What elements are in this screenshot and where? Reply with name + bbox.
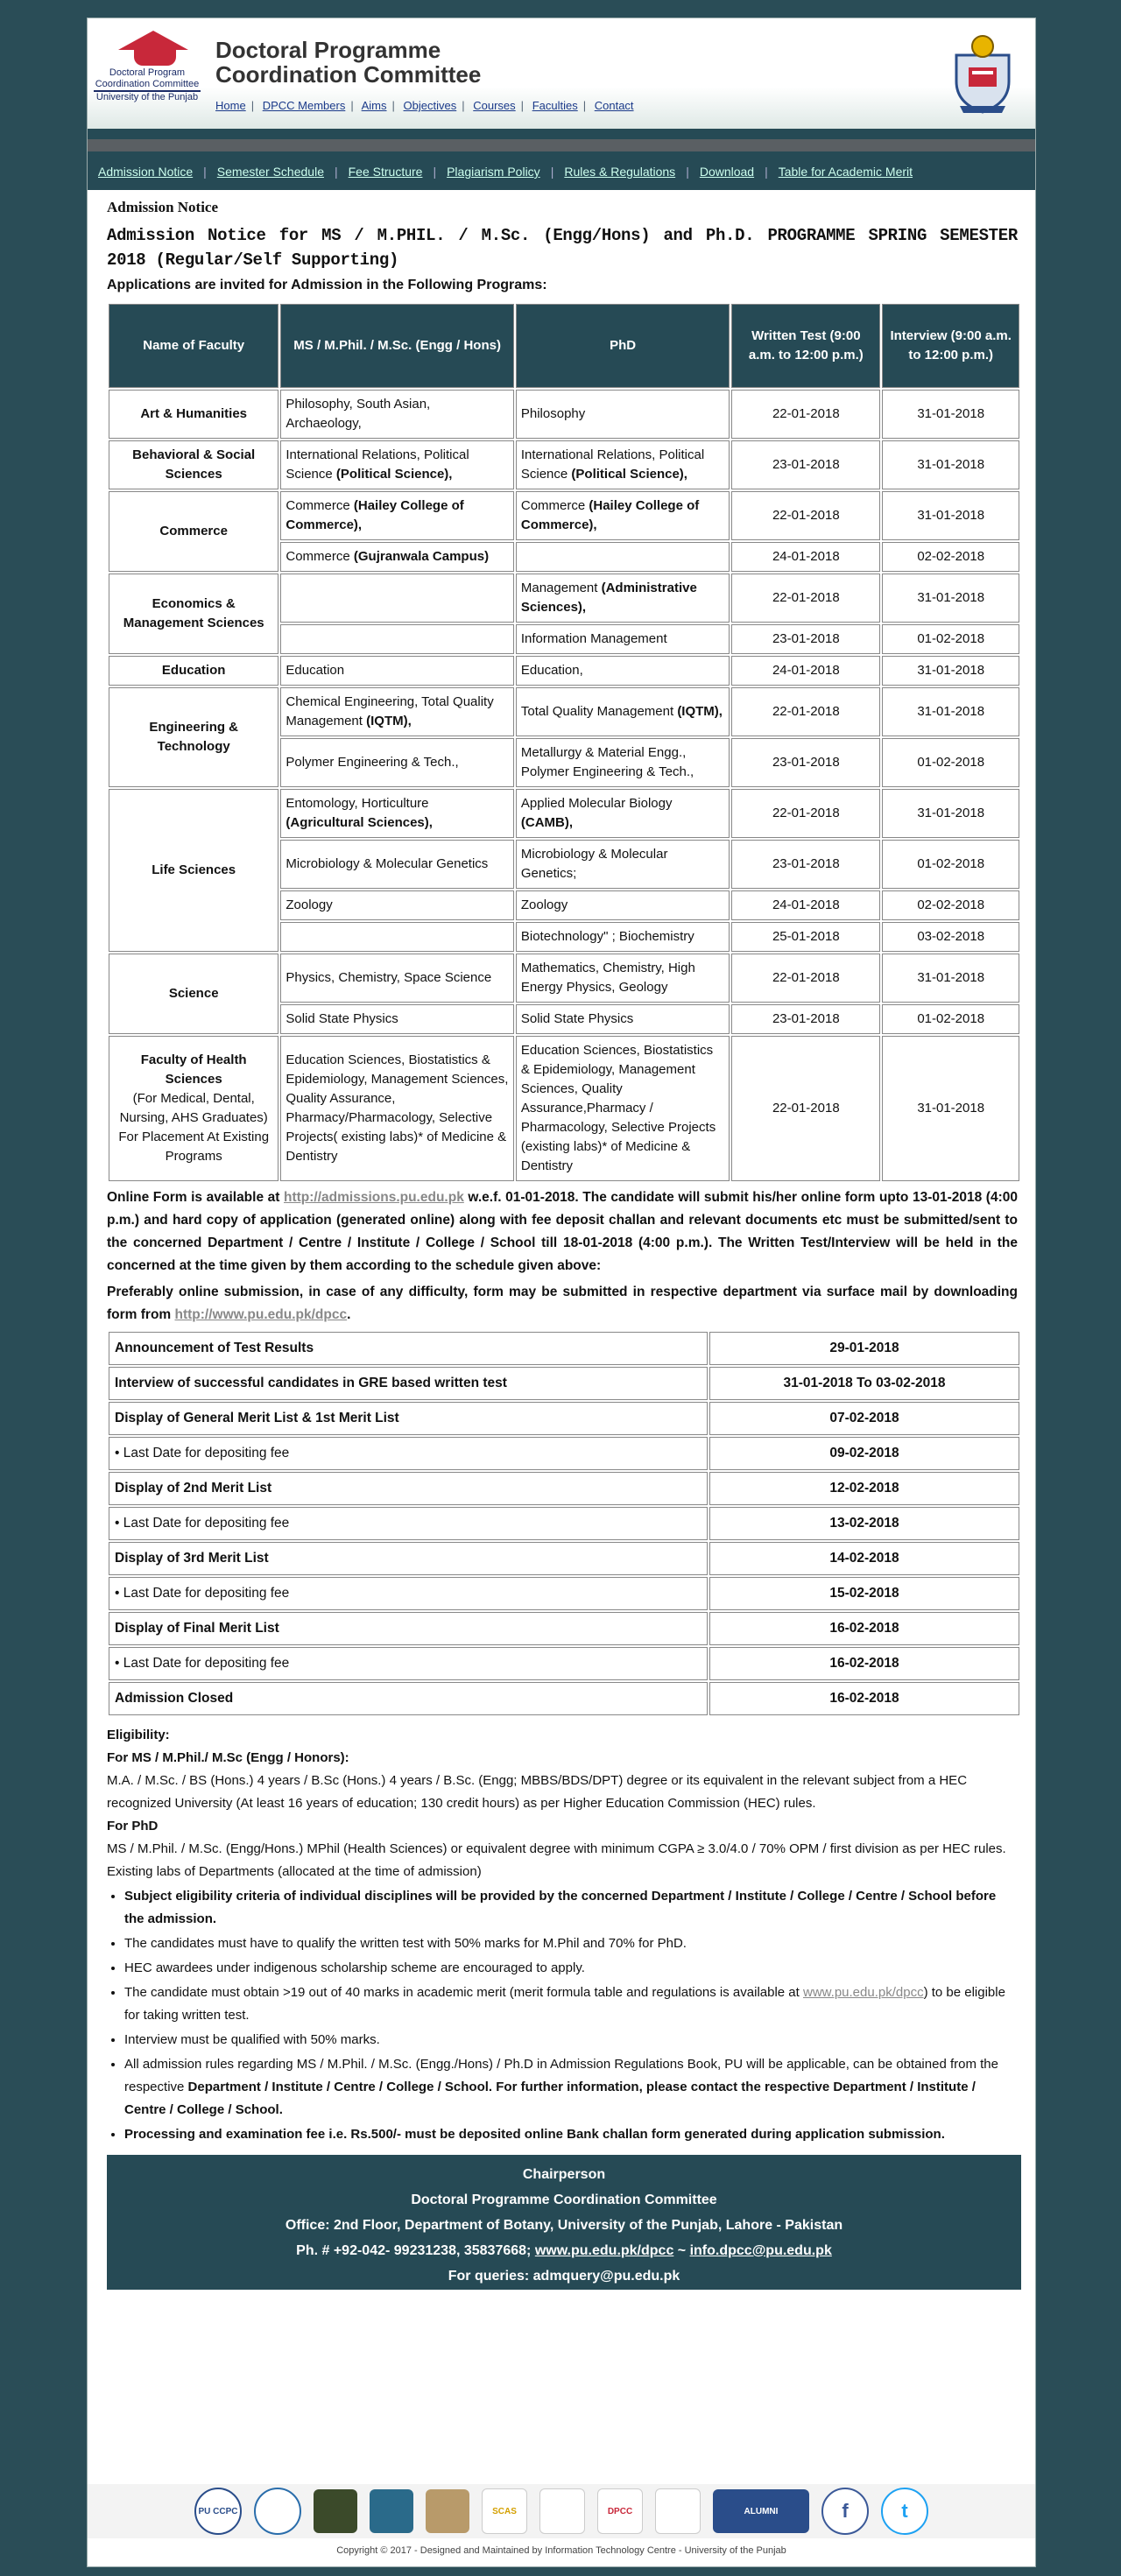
interview-cell: 31-01-2018 — [882, 954, 1019, 1003]
logo-text — [94, 67, 201, 103]
ms-cell — [280, 491, 514, 540]
admissions-link[interactable]: http://admissions.pu.edu.pk — [284, 1190, 464, 1205]
contact-committee: Doctoral Programme Coordination Committee — [411, 2192, 717, 2207]
subnav-item-download[interactable] — [700, 165, 754, 179]
phd-bold: (CAMB), — [520, 815, 574, 830]
nav-aims[interactable]: Aims — [361, 99, 387, 112]
interview-cell: 01-02-2018 — [882, 840, 1019, 889]
list-text: ) to be eligible for taking written test. — [124, 1985, 1005, 2023]
ms-cell: Solid State Physics — [280, 1004, 514, 1034]
table-row — [109, 440, 1019, 489]
schedule-date: 31-01-2018 To 03-02-2018 — [709, 1367, 1019, 1400]
phd-text: International Relations, Political Science — [520, 447, 705, 482]
interview-cell: 01-02-2018 — [882, 738, 1019, 787]
list-item: • Interview must be qualified with 50% marks. — [124, 2029, 1018, 2052]
table-row — [109, 789, 1019, 838]
interview-cell: 31-01-2018 — [882, 440, 1019, 489]
schedule-label: Interview of successful candidates in GRE based written test — [109, 1367, 708, 1400]
twitter-icon[interactable]: t — [881, 2488, 928, 2535]
schedule-date: 13-02-2018 — [709, 1507, 1019, 1540]
dpcc-website-link[interactable]: www.pu.edu.pk/dpcc — [534, 2243, 674, 2258]
phd-cell: Zoology — [516, 890, 730, 920]
col-interview: Interview (9:00 a.m. to 12:00 p.m.) — [882, 304, 1019, 388]
contact-address: Office: 2nd Floor, Department of Botany, University of the Punjab, Lahore - Pakistan — [285, 2218, 843, 2233]
ms-eligibility-text: M.A. / M.Sc. / BS (Hons.) 4 years / B.Sc (Hons.) 4 years / B.Sc. (Engg; MBBS/BDS/DPT) degree or its equivalent in the relevant subject from a HEC recognized University (At least 16 years of education; 130 credit hours) as per Higher Education Commission (HEC) rules. — [107, 1773, 968, 1811]
schedule-label: Admission Closed — [109, 1682, 708, 1715]
logo-line-3: University of the Punjab — [94, 90, 201, 103]
list-item: • Subject eligibility criteria of individual disciplines will be provided by the concerned Department / Institute / College / Centre / School before the admission. — [124, 1885, 1018, 1931]
subnav-item-admission-notice[interactable] — [98, 165, 193, 179]
contact-phone — [107, 2238, 1021, 2263]
phd-text: Management — [520, 581, 602, 595]
written-test-cell: 23-01-2018 — [731, 624, 880, 654]
schedule-date: 16-02-2018 — [709, 1682, 1019, 1715]
nav-separator: | — [686, 165, 689, 179]
subnav-item-plagiarism-policy[interactable] — [447, 165, 540, 179]
mail-text: Preferably online submission, in case of any difficulty, form may be submitted in respective department via surface mail by downloading form from — [107, 1284, 1018, 1322]
nav-separator: | — [350, 99, 354, 112]
schedule-label: Display of Final Merit List — [109, 1612, 708, 1645]
phd-cell — [516, 491, 730, 540]
phd-text: Applied Molecular Biology — [520, 796, 673, 811]
interview-cell: 02-02-2018 — [882, 542, 1019, 572]
faculty-cell: Life Sciences — [109, 789, 278, 952]
phd-text: Total Quality Management — [520, 704, 678, 719]
crest-logo-icon[interactable] — [655, 2488, 701, 2534]
written-test-cell: 24-01-2018 — [731, 542, 880, 572]
phd-text: Commerce — [520, 498, 589, 513]
logo-line-1: Doctoral Program — [109, 67, 186, 78]
nav-separator: | — [250, 99, 255, 112]
phd-cell: Biotechnology" ; Biochemistry — [516, 922, 730, 952]
phd-eligibility-text: MS / M.Phil. / M.Sc. (Engg/Hons.) MPhil (Health Sciences) or equivalent degree with minimum CGPA ≥ 3.0/4.0 / 70% OPM / first division as per HEC rules. — [107, 1841, 1006, 1856]
schedule-date: 29-01-2018 — [709, 1332, 1019, 1365]
phd-cell: Philosophy — [516, 390, 730, 439]
schedule-row — [109, 1437, 1019, 1470]
mortarboard-base — [134, 48, 176, 66]
phd-eligibility-heading: For PhD — [107, 1819, 159, 1833]
interview-cell: 31-01-2018 — [882, 687, 1019, 736]
ms-cell — [280, 687, 514, 736]
page-heading: Admission Notice — [107, 199, 219, 215]
nav-separator: | — [334, 165, 338, 179]
sub-nav — [88, 151, 1035, 190]
written-test-cell: 22-01-2018 — [731, 574, 880, 623]
written-test-cell: 24-01-2018 — [731, 656, 880, 686]
site-title-line-1: Doctoral Programme — [215, 37, 441, 63]
contact-queries: For queries: admquery@pu.edu.pk — [448, 2269, 680, 2284]
nav-objectives[interactable]: Objectives — [403, 99, 457, 112]
col-faculty: Name of Faculty — [109, 304, 278, 388]
phone-text: ~ — [673, 2243, 690, 2258]
interview-cell: 31-01-2018 — [882, 789, 1019, 838]
interview-cell: 03-02-2018 — [882, 922, 1019, 952]
subnav-item-rules[interactable] — [564, 165, 675, 179]
schedule-label: Display of 2nd Merit List — [109, 1472, 708, 1505]
nav-courses[interactable]: Courses — [473, 99, 516, 112]
header-band — [88, 129, 1035, 139]
schedule-row — [109, 1682, 1019, 1715]
written-test-cell: 22-01-2018 — [731, 789, 880, 838]
phd-bold: (Administrative Sciences), — [520, 581, 697, 615]
ms-cell: Physics, Chemistry, Space Science — [280, 954, 514, 1003]
nav-separator: | — [462, 99, 465, 112]
ms-text: International Relations, Political Science — [286, 447, 469, 482]
online-form-paragraph — [107, 1186, 1018, 1277]
schedule-row — [109, 1332, 1019, 1365]
written-test-cell: 23-01-2018 — [731, 738, 880, 787]
ms-cell: Education Sciences, Biostatistics & Epidemiology, Management Sciences, Quality Assurance, Pharmacy/Pharmacology, Selective Projects( existing labs)* of Medicine & Dentistry — [280, 1036, 514, 1181]
merit-table-link[interactable]: www.pu.edu.pk/dpcc — [802, 1985, 924, 2000]
interview-cell: 01-02-2018 — [882, 624, 1019, 654]
site-header — [88, 18, 1035, 129]
list-bold: Department / Institute / Centre / College / School. For further information, please contact the respective Department / Institute / Centre / College / School. — [124, 2080, 976, 2117]
faculty-cell: Commerce — [109, 491, 278, 572]
ms-cell — [280, 574, 514, 623]
ms-text: Commerce — [286, 498, 354, 513]
online-text: Online Form is available at — [107, 1190, 284, 1205]
interview-cell: 31-01-2018 — [882, 491, 1019, 540]
mortarboard-icon — [118, 31, 188, 50]
table-row — [109, 574, 1019, 623]
written-test-cell: 25-01-2018 — [731, 922, 880, 952]
table-row — [109, 954, 1019, 1003]
subnav-link[interactable]: Semester Schedule — [216, 165, 324, 179]
schedule-label: • Last Date for depositing fee — [109, 1577, 708, 1610]
ms-cell — [280, 922, 514, 952]
written-test-cell: 22-01-2018 — [731, 390, 880, 439]
phd-cell — [516, 440, 730, 489]
list-text: The candidate must obtain >19 out of 40 marks in academic merit (merit formula table and regulations is available at — [124, 1985, 803, 2000]
dpcc-logo[interactable] — [94, 22, 201, 123]
subnav-link[interactable]: Plagiarism Policy — [447, 165, 540, 179]
faculty-note: (For Medical, Dental, Nursing, AHS Graduates) For Placement At Existing Programs — [118, 1091, 270, 1164]
phd-cell: Education Sciences, Biostatistics & Epidemiology, Management Sciences, Quality Assurance,Pharmacy / Pharmacology, Selective Projects (existing labs)* of Medicine & Dentistry — [516, 1036, 730, 1181]
written-test-cell: 22-01-2018 — [731, 1036, 880, 1181]
dpcc-footer-logo[interactable]: DPCC — [597, 2488, 643, 2534]
subnav-item-semester-schedule[interactable] — [217, 165, 324, 179]
faculty-name: Faculty of Health Sciences — [140, 1052, 247, 1087]
table-row — [109, 491, 1019, 540]
faculty-cell: Art & Humanities — [109, 390, 278, 439]
written-test-cell: 23-01-2018 — [731, 840, 880, 889]
ms-cell: Philosophy, South Asian, Archaeology, — [280, 390, 514, 439]
building-logo-icon[interactable] — [314, 2489, 357, 2533]
subnav-item-fee-structure[interactable] — [349, 165, 423, 179]
notice-title: Admission Notice for MS / M.PHIL. / M.Sc. (Engg/Hons) and Ph.D. PROGRAMME SPRING SEMESTER 2018 (Regular/Self Supporting) — [107, 226, 1018, 270]
interview-cell: 31-01-2018 — [882, 1036, 1019, 1181]
phd-cell — [516, 574, 730, 623]
heritage-logo-icon[interactable] — [426, 2489, 469, 2533]
list-item: • Processing and examination fee i.e. Rs.500/- must be deposited online Bank challan form generated during application submission. — [124, 2123, 1018, 2146]
nav-separator: | — [391, 99, 395, 112]
faculty-cell: Education — [109, 656, 278, 686]
nav-separator: | — [520, 99, 525, 112]
copyright: Copyright © 2017 - Designed and Maintained by Information Technology Centre - University of the Punjab — [336, 2545, 786, 2556]
programs-table — [107, 302, 1021, 1183]
schedule-date: 16-02-2018 — [709, 1647, 1019, 1680]
written-test-cell: 22-01-2018 — [731, 491, 880, 540]
faculty-cell: Behavioral & Social Sciences — [109, 440, 278, 489]
schedule-label: Announcement of Test Results — [109, 1332, 708, 1365]
interview-cell: 31-01-2018 — [882, 574, 1019, 623]
ms-eligibility-heading: For MS / M.Phil./ M.Sc (Engg / Honors): — [107, 1750, 349, 1765]
subnav-link[interactable]: Fee Structure — [348, 165, 423, 179]
list-item: • HEC awardees under indigenous scholarship scheme are encouraged to apply. — [124, 1957, 1018, 1980]
eligibility-list — [107, 1885, 1018, 2146]
partner-logos — [88, 2484, 1035, 2538]
ms-cell: Microbiology & Molecular Genetics — [280, 840, 514, 889]
schedule-label: • Last Date for depositing fee — [109, 1647, 708, 1680]
nav-separator: | — [582, 99, 587, 112]
phd-bold: (IQTM), — [677, 704, 723, 719]
phd-cell: Information Management — [516, 624, 730, 654]
alumni-logo[interactable]: ALUMNI — [713, 2489, 809, 2533]
phd-cell: Metallurgy & Material Engg., Polymer Engineering & Tech., — [516, 738, 730, 787]
table-row — [109, 390, 1019, 439]
ms-cell — [280, 440, 514, 489]
research-logo-icon[interactable] — [370, 2489, 413, 2533]
dpcc-download-link[interactable]: http://www.pu.edu.pk/dpcc — [174, 1307, 348, 1322]
list-text: All admission rules regarding MS / M.Phil. / M.Sc. (Engg./Hons) / Ph.D in Admission Regulations Book, PU will be applicable, can be obtained from the respective — [124, 2057, 998, 2094]
ms-cell: Education — [280, 656, 514, 686]
nav-separator: | — [765, 165, 768, 179]
schedule-table — [107, 1330, 1021, 1717]
schedule-label: • Last Date for depositing fee — [109, 1437, 708, 1470]
phd-cell: Solid State Physics — [516, 1004, 730, 1034]
schedule-row — [109, 1612, 1019, 1645]
faculty-cell: Science — [109, 954, 278, 1034]
header-divider — [88, 139, 1035, 151]
ms-text: Commerce — [286, 549, 354, 564]
ms-text: Entomology, Horticulture — [286, 796, 429, 811]
ppl-logo-icon[interactable] — [539, 2488, 585, 2534]
main-content — [107, 199, 1018, 2290]
pu-ccpc-logo[interactable]: PU CCPC — [194, 2488, 242, 2535]
ms-bold: (Hailey College of Commerce), — [286, 498, 464, 532]
schedule-label: Display of General Merit List & 1st Merit List — [109, 1402, 708, 1435]
facebook-icon[interactable]: f — [821, 2488, 869, 2535]
nav-home[interactable]: Home — [215, 99, 246, 112]
top-nav — [215, 99, 639, 112]
site-title-line-2: Coordination Committee — [215, 61, 482, 88]
schedule-label: Display of 3rd Merit List — [109, 1542, 708, 1575]
nav-faculties[interactable]: Faculties — [532, 99, 578, 112]
table-row — [109, 1036, 1019, 1181]
phd-bold: (Hailey College of Commerce), — [520, 498, 700, 532]
phone-text: Ph. # +92-042- 99231238, 35837668; — [296, 2243, 535, 2258]
mail-text: . — [347, 1307, 351, 1322]
surface-mail-paragraph — [107, 1281, 1018, 1327]
table-header-row — [109, 304, 1019, 388]
list-item — [124, 1981, 1018, 2027]
col-written-test: Written Test (9:00 a.m. to 12:00 p.m.) — [731, 304, 880, 388]
schedule-date: 16-02-2018 — [709, 1612, 1019, 1645]
nav-contact[interactable]: Contact — [594, 99, 634, 112]
schedule-row — [109, 1367, 1019, 1400]
subnav-link[interactable]: Rules & Regulations — [564, 165, 676, 179]
col-ms: MS / M.Phil. / M.Sc. (Engg / Hons) — [280, 304, 514, 388]
written-test-cell: 23-01-2018 — [731, 1004, 880, 1034]
schedule-date: 15-02-2018 — [709, 1577, 1019, 1610]
eligibility-heading: Eligibility: — [107, 1728, 170, 1742]
university-crest-icon — [948, 29, 1018, 116]
faculty-cell — [109, 1036, 278, 1181]
written-test-cell: 22-01-2018 — [731, 954, 880, 1003]
globe-logo-icon[interactable] — [254, 2488, 301, 2535]
online-text: w.e.f. 01-01-2018. The candidate will submit his/her online form upto 13-01-2018 (4:00 p.m.) and hard copy of application (generated online) along with fee deposit challan and relevant documents etc must be submitted/sent to the concerned Department / Centre / Institute / College / School till 18-01-2018 (4:00 p.m.). The Written Test/Interview will be held in the concerned at the time given by them according to the schedule given above: — [107, 1190, 1018, 1273]
ms-text: Chemical Engineering, Total Quality Management — [286, 694, 494, 728]
list-item: • The candidates must have to qualify the written test with 50% marks for M.Phil and 70% for PhD. — [124, 1932, 1018, 1955]
contact-title: Chairperson — [522, 2167, 606, 2182]
logo-line-2: Coordination Committee — [95, 79, 200, 89]
phd-cell: Mathematics, Chemistry, High Energy Physics, Geology — [516, 954, 730, 1003]
interview-cell: 02-02-2018 — [882, 890, 1019, 920]
ms-bold: (Agricultural Sciences), — [286, 815, 433, 830]
schedule-date: 07-02-2018 — [709, 1402, 1019, 1435]
phd-cell — [516, 687, 730, 736]
phd-cell: Education, — [516, 656, 730, 686]
interview-cell: 31-01-2018 — [882, 656, 1019, 686]
phd-cell: Microbiology & Molecular Genetics; — [516, 840, 730, 889]
schedule-row — [109, 1577, 1019, 1610]
ms-bold: (Gujranwala Campus) — [353, 549, 490, 564]
page — [87, 18, 1036, 2567]
existing-labs-note: Existing labs of Departments (allocated at the time of admission) — [107, 1864, 482, 1879]
dpcc-email-link[interactable]: info.dpcc@pu.edu.pk — [689, 2243, 832, 2258]
schedule-row — [109, 1472, 1019, 1505]
schedule-date: 12-02-2018 — [709, 1472, 1019, 1505]
schedule-label: • Last Date for depositing fee — [109, 1507, 708, 1540]
subnav-link[interactable]: Download — [699, 165, 755, 179]
ms-cell — [280, 624, 514, 654]
faculty-cell: Engineering & Technology — [109, 687, 278, 787]
ms-cell: Polymer Engineering & Tech., — [280, 738, 514, 787]
written-test-cell: 24-01-2018 — [731, 890, 880, 920]
phd-cell — [516, 542, 730, 572]
subnav-link[interactable]: Table for Academic Merit — [778, 165, 913, 179]
eligibility-section — [107, 1724, 1018, 2146]
contact-box — [107, 2155, 1021, 2290]
nav-separator: | — [433, 165, 437, 179]
programs-intro: Applications are invited for Admission in the Following Programs: — [107, 278, 547, 292]
nav-separator: | — [550, 165, 554, 179]
col-phd: PhD — [516, 304, 730, 388]
subnav-link[interactable]: Admission Notice — [98, 165, 194, 179]
schedule-row — [109, 1402, 1019, 1435]
site-title — [215, 38, 481, 87]
table-row — [109, 687, 1019, 736]
schedule-row — [109, 1542, 1019, 1575]
schedule-date: 14-02-2018 — [709, 1542, 1019, 1575]
list-item — [124, 2053, 1018, 2122]
schedule-date: 09-02-2018 — [709, 1437, 1019, 1470]
scas-logo[interactable]: SCAS — [482, 2488, 527, 2534]
ms-cell — [280, 789, 514, 838]
written-test-cell: 22-01-2018 — [731, 687, 880, 736]
ms-cell — [280, 542, 514, 572]
schedule-row — [109, 1507, 1019, 1540]
ms-bold: (IQTM), — [366, 714, 412, 728]
schedule-row — [109, 1647, 1019, 1680]
phd-cell — [516, 789, 730, 838]
subnav-item-academic-merit[interactable] — [779, 165, 913, 179]
faculty-cell: Economics & Management Sciences — [109, 574, 278, 654]
interview-cell: 01-02-2018 — [882, 1004, 1019, 1034]
interview-cell: 31-01-2018 — [882, 390, 1019, 439]
table-row — [109, 656, 1019, 686]
written-test-cell: 23-01-2018 — [731, 440, 880, 489]
nav-separator: | — [203, 165, 207, 179]
ms-bold: (Political Science), — [335, 467, 453, 482]
ms-cell: Zoology — [280, 890, 514, 920]
nav-dpcc-members[interactable]: DPCC Members — [262, 99, 346, 112]
phd-bold: (Political Science), — [571, 467, 687, 482]
